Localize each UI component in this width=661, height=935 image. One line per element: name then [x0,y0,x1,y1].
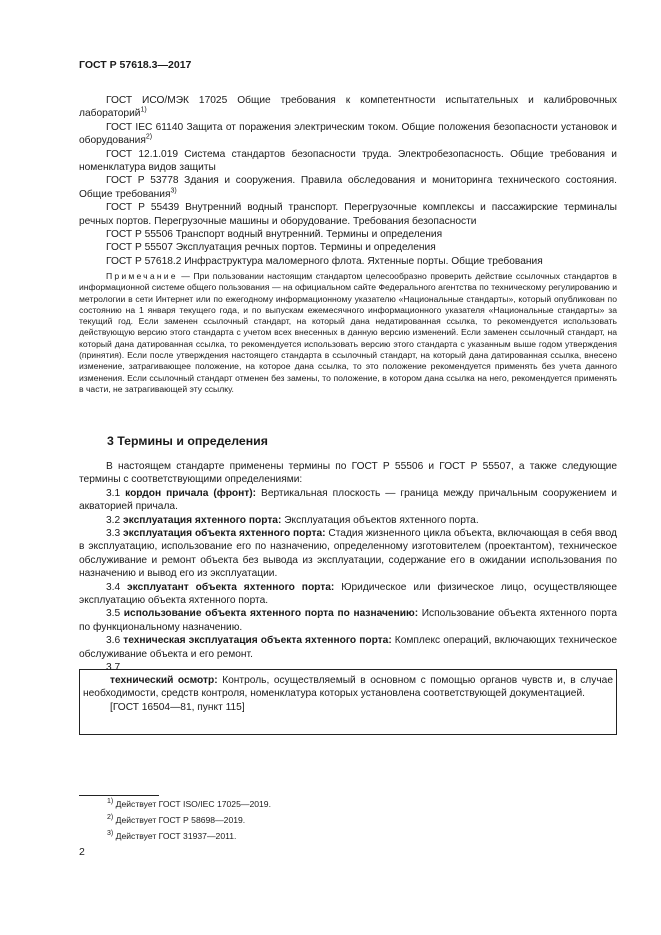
reference-item: ГОСТ IEC 61140 Защита от поражения электрическим током. Общие положения безопасности установок и оборудования$^{2)}$ [79,121,617,147]
terms-section [79,460,617,675]
term-name: эксплуатация яхтенного порта: [123,514,282,526]
note-text: — При пользовании настоящим стандартом целесообразно проверить действие ссылочных стандартов в информационной системе общего пользования — на официальном сайте Федерального агентства по техническому регулированию и метрологии в сети Интернет или по ежегодному информационному указателю «Национальные стандарты», который опубликован по состоянию на 1 января текущего года, и по выпускам ежемесячного информационного указателя «Национальные стандарты» за текущий год. Если заменен ссылочный стандарт, на который дана недатированная ссылка, то рекомендуется использовать действующую версию этого стандарта с учетом всех внесенных в данную версию изменений. Если заменен ссылочный стандарт, на который дана датированная ссылка, то рекомендуется использовать версию этого стандарта с указанным выше годом утверждения (принятия). Если после утверждения настоящего стандарта в ссылочный стандарт, на который дана датированная ссылка, внесено изменение, затрагивающее положение, на которое дана ссылка, то это положение рекомендуется применять без учета данного изменения. Если ссылочный стандарт отменен без замены, то положение, в котором дана ссылка на него, рекомендуется применять в части, не затрагивающей эту ссылку. [79,271,617,394]
term-box-content [83,674,613,714]
term-entry: технический осмотр: Контроль, осуществляемый в основном с помощью органов чувств и, в случае необходимости, средств контроля, номенклатура которых установлена соответствующей документацией. [83,675,613,700]
term-source: [ГОСТ 16504—81, пункт 115] [110,701,245,713]
note [79,271,617,395]
term-entry: 3.1 кордон причала (фронт): Вертикальная плоскость — граница между причальным сооружением и акваторией причала. [79,487,617,513]
note-label: Примечание [106,271,178,281]
term-entry: 3.6 техническая эксплуатация объекта яхтенного порта: Комплекс операций, включающих техническое обслуживание объекта и его ремонт. [79,635,617,660]
section-intro: В настоящем стандарте применены термины по ГОСТ Р 55506 и ГОСТ Р 55507, а также следующие термины с соответствующими определениями: [79,461,617,486]
reference-item: ГОСТ Р 55506 Транспорт водный внутренний. Термины и определения [106,229,443,241]
term-entry: 3.5 использование объекта яхтенного порта по назначению: Использование объекта яхтенного порта по функциональному назначению. [79,608,618,633]
page-number: 2 [79,846,85,858]
term-name: технический осмотр: [110,675,218,686]
reference-item: ГОСТ Р 55439 Внутренний водный транспорт. Перегрузочные комплексы и пассажирские терминалы речных портов. Перегрузочные машины и оборудование. Требования безопасности [79,202,617,227]
reference-item: ГОСТ 12.1.019 Система стандартов безопасности труда. Электробезопасность. Общие требования и номенклатура видов защиты [79,148,617,174]
normative-references [79,94,617,268]
reference-item: ГОСТ Р 53778 Здания и сооружения. Правила обследования и мониторинга технического состояния. Общие требования$^{3)}$ [79,175,617,200]
footnote-mark: 1) [140,107,147,115]
term-entry: 3.3 эксплуатация объекта яхтенного порта: Стадия жизненного цикла объекта, включающая в себя ввод в эксплуатацию, использование его по назначению, определенному изготовителем (проектантом), техническое обслуживание и ремонт объекта без вывода из эксплуатации, содержание его в ожидании использования по назначению и вывод его из эксплуатации. [79,528,617,580]
term-name: техническая эксплуатация объекта яхтенного порта: [123,635,392,647]
term-name: использование объекта яхтенного порта по назначению: [123,608,419,620]
term-name: кордон причала (фронт): [125,487,257,499]
term-entry: 3.4 эксплуатант объекта яхтенного порта: Юридическое или физическое лицо, осуществляющее эксплуатацию объекта яхтенного порта. [79,581,617,607]
footnote: $^{2)}$ Действует ГОСТ Р 58698—2019. [107,814,246,825]
section-title: 3 Термины и определения [107,434,268,448]
term-name: эксплуатация объекта яхтенного порта: [123,528,326,540]
footnote: $^{3)}$ Действует ГОСТ 31937—2011. [107,830,237,841]
footnote-divider [79,795,159,796]
reference-item: ГОСТ Р 55507 Эксплуатация речных портов. Термины и определения [106,242,436,254]
reference-item: ГОСТ ИСО/МЭК 17025 Общие требования к компетентности испытательных и калибровочных лабораторий$^{1)}$ [79,95,617,120]
footnote-mark: 3) [170,187,177,195]
term-name: эксплуатант объекта яхтенного порта: [127,581,335,593]
term-entry: 3.2 эксплуатация яхтенного порта: Эксплуатация объектов яхтенного порта. [106,514,479,526]
reference-item: ГОСТ Р 57618.2 Инфраструктура маломерного флота. Яхтенные порты. Общие требования [106,255,543,267]
footnote-mark: 2) [145,133,153,141]
term-number: 3.7 [106,662,121,674]
footnote: $^{1)}$ Действует ГОСТ ISO/IEC 17025—2019. [107,798,271,809]
document-header: ГОСТ Р 57618.3—2017 [79,59,192,71]
